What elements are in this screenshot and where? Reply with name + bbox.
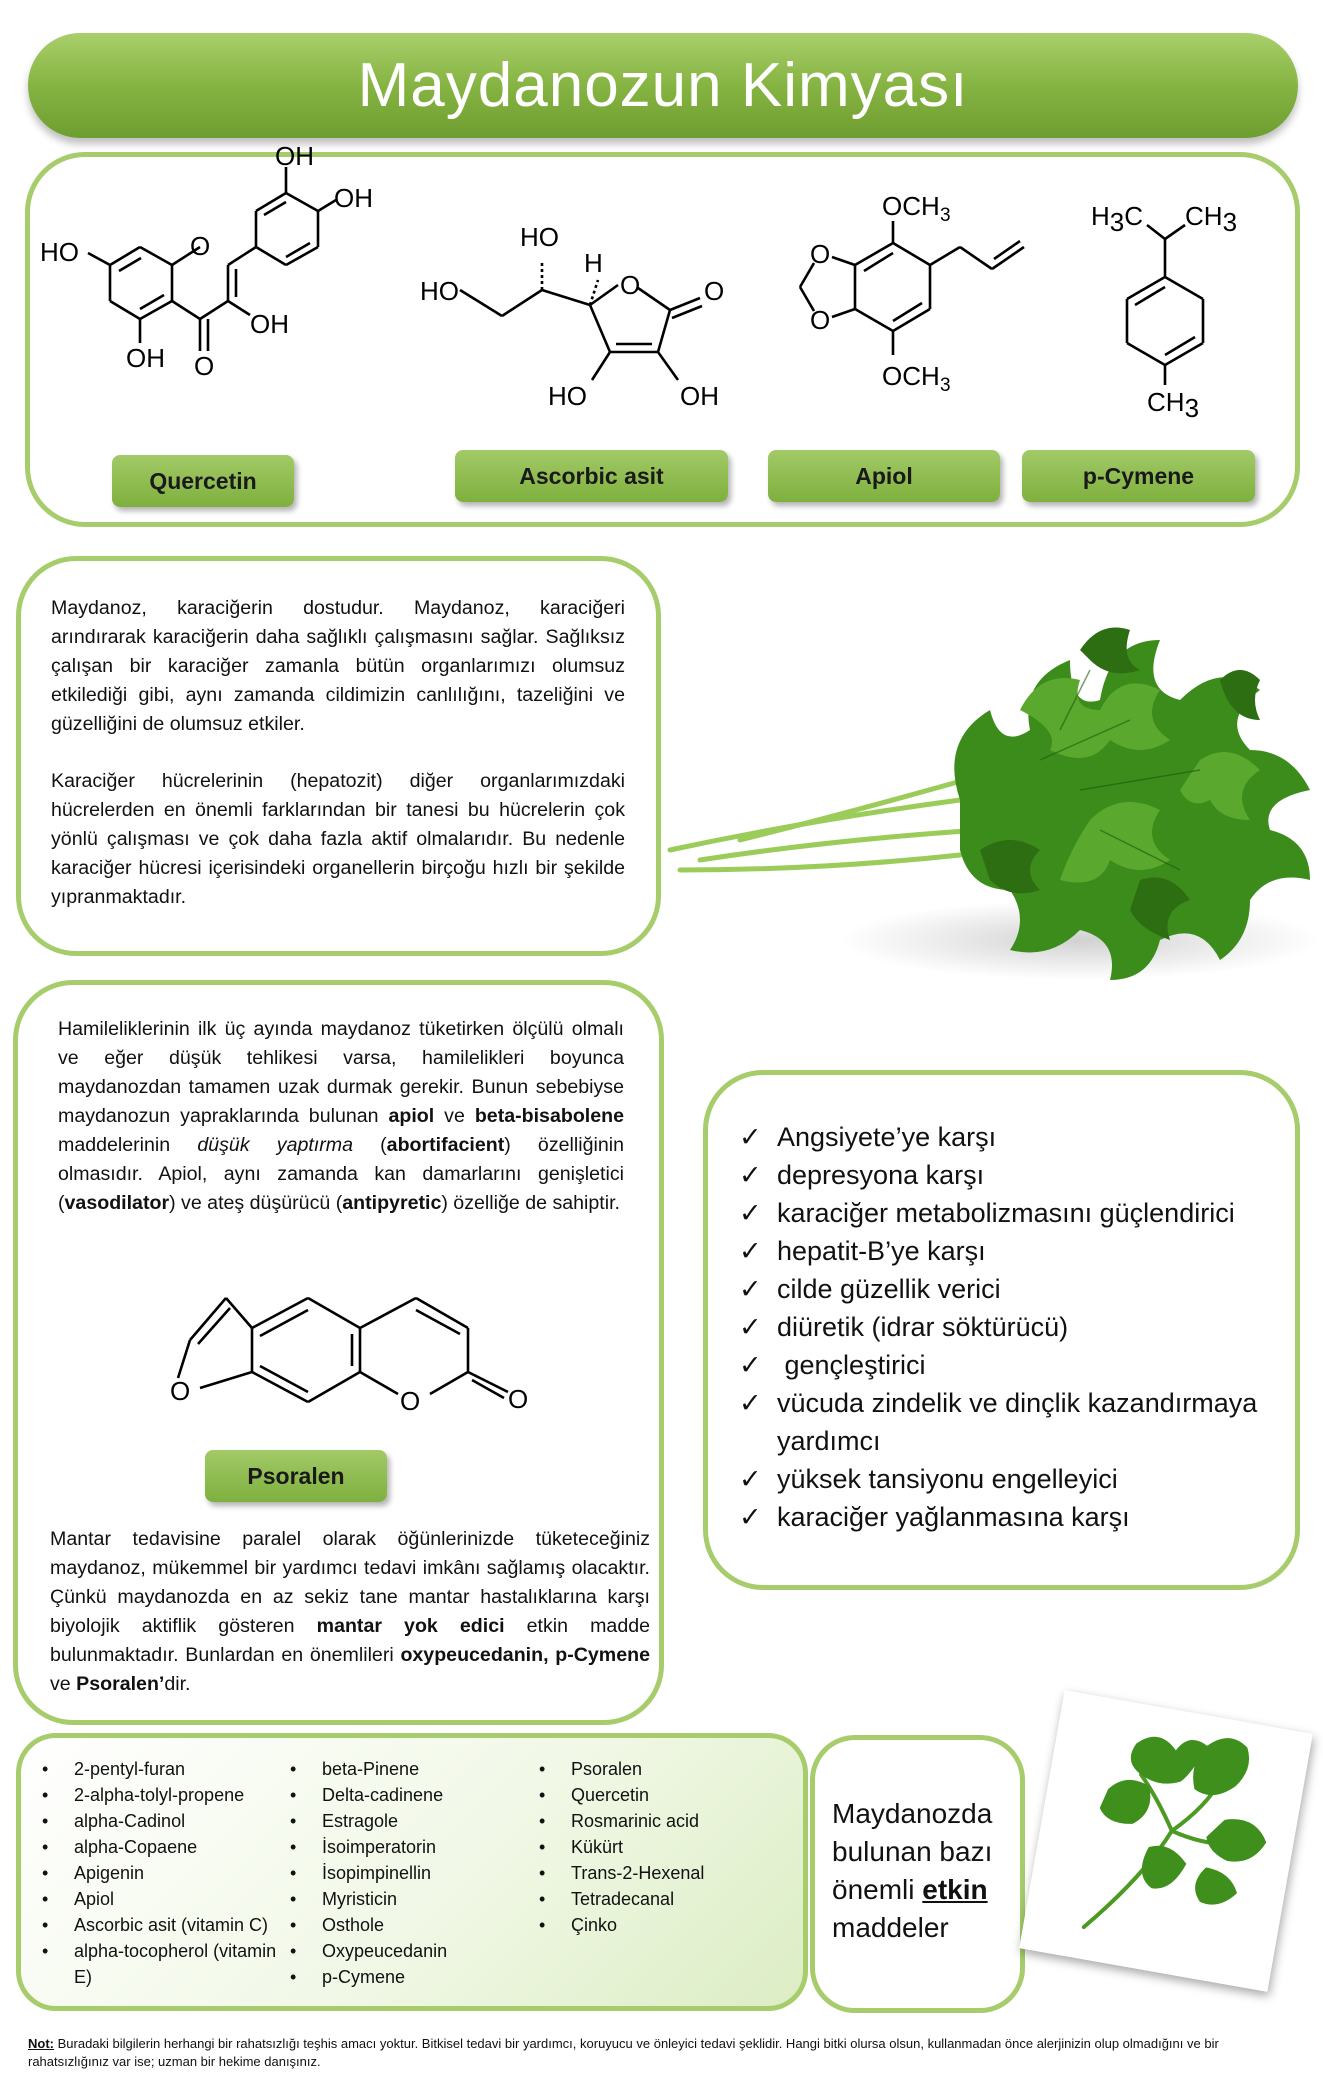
list-item: • İsopimpinellin (286, 1860, 536, 1886)
list-item: • 2-alpha-tolyl-propene (38, 1782, 288, 1808)
list-item: • Osthole (286, 1912, 536, 1938)
atom-o: O (170, 1376, 191, 1406)
atom-o: O (190, 231, 211, 261)
page-title: Maydanozun Kimyası (357, 51, 969, 120)
check-icon: ✓ (739, 1350, 762, 1380)
atom-oh: OH (275, 141, 314, 171)
atom-och: OCH (882, 361, 940, 391)
liver-text (51, 594, 625, 912)
list-item: ✓ karaciğer yağlanmasına karşı (735, 1498, 1295, 1536)
list-item: • alpha-Cadinol (38, 1808, 288, 1834)
liver-paragraph-1: Maydanoz, karaciğerin dostudur. Maydanoz, karaciğeri arındırarak karaciğerin daha sağlıklı çalışmasını sağlar. Sağlıksız çalışan bir karaciğer zamanla bütün organlarımızı olumsuz etkilediği gibi, aynı zamanda cildimizin canlılığını, tazeliğini ve güzelliğini de olumsuz etkiler. (51, 597, 625, 735)
list-item: • Apiol (38, 1886, 288, 1912)
check-icon: ✓ (739, 1312, 762, 1342)
list-item: • Rosmarinic acid (535, 1808, 785, 1834)
check-icon: ✓ (739, 1274, 762, 1304)
molecule-label-p-cymene: p-Cymene (1022, 450, 1255, 502)
parsley-leaf-photo (1019, 1690, 1313, 1992)
list-item: • beta-Pinene (286, 1756, 536, 1782)
atom-oh: OH (680, 381, 719, 411)
atom-ch3: CH3 (1147, 387, 1200, 423)
check-icon: ✓ (739, 1198, 762, 1228)
atom-o: O (704, 276, 725, 306)
list-item: ✓ vücuda zindelik ve dinçlik kazandırmaya yardımcı (735, 1384, 1295, 1460)
molecule-label-quercetin: Quercetin (112, 455, 294, 507)
check-icon: ✓ (739, 1502, 762, 1532)
atom-ho: HO (40, 237, 79, 267)
list-item: • alpha-Copaene (38, 1834, 288, 1860)
substances-column-1 (38, 1756, 288, 1990)
atom-ho: HO (520, 222, 559, 252)
list-item: • p-Cymene (286, 1964, 536, 1990)
liver-paragraph-2: Karaciğer hücrelerinin (hepatozit) diğer organlarımızdaki hücrelerden en önemli farklarından bir tanesi bu hücrelerin çok yönlü çalışması ve çok daha fazla aktif olmalarıdır. Bu nedenle karaciğer hücresi içerisindeki organellerin birçoğu hızlı bir şekilde yıpranmaktadır. (51, 770, 625, 908)
disclaimer-note: Not: Buradaki bilgilerin herhangi bir rahatsızlığı teşhis amacı yoktur. Bitkisel tedavi bir yardımcı, koruyucu ve önleyici tedavi şeklidir. Hangi bitki olursa olsun, kullanmadan önce alerjinizin olup olmadığını ve bir rahatsızlığınız var ise; uzman bir hekime danışınız. (28, 2036, 1219, 2069)
list-item: • Estragole (286, 1808, 536, 1834)
atom-o: O (194, 351, 215, 381)
atom-ho: HO (548, 381, 587, 411)
important-substances-label: Maydanozda bulunan bazı önemli etkin maddeler (832, 1798, 993, 1943)
list-item: • Myristicin (286, 1886, 536, 1912)
atom-oh: OH (126, 343, 165, 373)
check-icon: ✓ (739, 1122, 762, 1152)
list-item: ✓ karaciğer metabolizmasını güçlendirici (735, 1194, 1295, 1232)
substances-column-3 (535, 1756, 785, 1938)
atom-ho: HO (420, 276, 459, 306)
atom-o: O (810, 239, 831, 269)
psoralen-structure (160, 1260, 560, 1430)
list-item: • 2-pentyl-furan (38, 1756, 288, 1782)
fungus-text: Mantar tedavisine paralel olarak öğünlerinizde tüketeceğiniz maydanoz, mükemmel bir yardımcı tedavi imkânı sağlamış olacaktır. Çünkü maydanozda en az sekiz tane mantar hastalıklarına karşı biyolojik aktiflik gösteren mantar yok edici etkin madde bulunmaktadır. Bunlardan en önemlileri oxypeucedanin, p-Cymene ve Psoralen’dir. (50, 1528, 651, 1695)
atom-subscript: 3 (940, 205, 951, 226)
list-item: ✓ Angsiyete’ye karşı (735, 1118, 1295, 1156)
list-item: • Quercetin (535, 1782, 785, 1808)
quercetin-structure (30, 141, 460, 435)
benefits-list (735, 1118, 1295, 1536)
parsley-bunch-image (660, 570, 1323, 990)
note-label: Not: (28, 2036, 54, 2051)
atom-o: O (508, 1384, 529, 1414)
atom-o: O (400, 1386, 421, 1416)
substances-column-2 (286, 1756, 536, 1990)
atom-h3c: H3C (1091, 201, 1144, 237)
list-item: • alpha-tocopherol (vitamin E) (38, 1938, 288, 1990)
list-item: ✓ diüretik (idrar söktürücü) (735, 1308, 1295, 1346)
list-item: • Trans-2-Hexenal (535, 1860, 785, 1886)
atom-o: O (810, 305, 831, 335)
pregnancy-text: Hamileliklerinin ilk üç ayında maydanoz tüketirken ölçülü olmalı ve eğer düşük tehlikesi varsa, hamilelikleri boyunca maydanozdan tamamen uzak durmak gerekir. Bunun sebebiyse maydanozun yapraklarında bulunan apiol ve beta-bisabolene maddelerinin düşük yaptırma (abortifacient) özelliğinin olmasıdır. Apiol, aynı zamanda kan damarlarını genişletici (vasodilator) ve ateş düşürücü (antipyretic) özelliğe de sahiptir. (58, 1018, 624, 1214)
list-item: • Oxypeucedanin (286, 1938, 536, 1964)
atom-oh: OH (334, 183, 373, 213)
atom-oh: OH (250, 309, 289, 339)
list-item: ✓ depresyona karşı (735, 1156, 1295, 1194)
title-banner (28, 33, 1298, 138)
check-icon: ✓ (739, 1160, 762, 1190)
list-item: • Çinko (535, 1912, 785, 1938)
list-item: • Psoralen (535, 1756, 785, 1782)
molecule-label-ascorbic-acid: Ascorbic asit (455, 450, 728, 502)
list-item: ✓ gençleştirici (735, 1346, 1295, 1384)
atom-och: OCH (882, 191, 940, 221)
list-item: ✓ cilde güzellik verici (735, 1270, 1295, 1308)
list-item: ✓ yüksek tansiyonu engelleyici (735, 1460, 1295, 1498)
molecule-label-apiol: Apiol (768, 450, 1000, 502)
list-item: • Delta-cadinene (286, 1782, 536, 1808)
list-item: • Ascorbic asit (vitamin C) (38, 1912, 288, 1938)
list-item: • Kükürt (535, 1834, 785, 1860)
list-item: • Apigenin (38, 1860, 288, 1886)
ascorbic-acid-structure (420, 210, 750, 420)
list-item: • İsoimperatorin (286, 1834, 536, 1860)
atom-subscript: 3 (940, 375, 951, 396)
atom-o: O (620, 270, 641, 300)
check-icon: ✓ (739, 1236, 762, 1266)
molecule-label-psoralen: Psoralen (205, 1450, 387, 1502)
atom-h: H (584, 248, 603, 278)
list-item: ✓ hepatit-B’ye karşı (735, 1232, 1295, 1270)
list-item: • Tetradecanal (535, 1886, 785, 1912)
check-icon: ✓ (739, 1388, 762, 1418)
apiol-structure (780, 185, 1080, 415)
check-icon: ✓ (739, 1464, 762, 1494)
atom-ch3: CH3 (1185, 201, 1238, 237)
p-cymene-structure (1085, 195, 1285, 425)
